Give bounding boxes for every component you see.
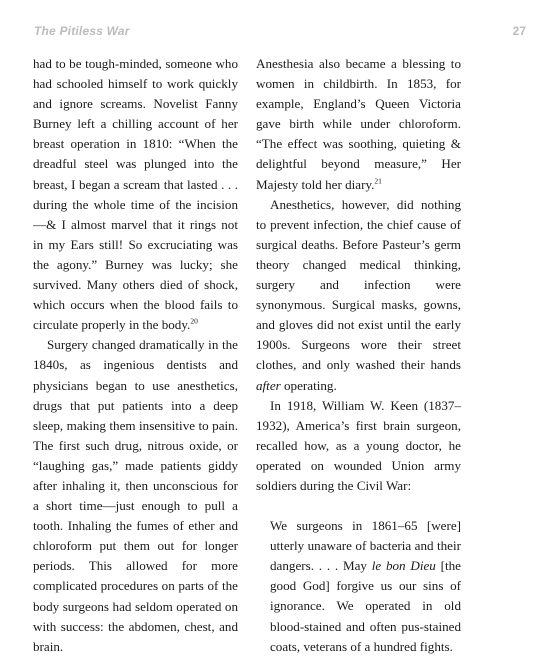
paragraph	[256, 54, 461, 195]
quote-text: We surgeons in 1861–65 [were] utterly unaware of bacteria and their dangers. . . . May	[270, 518, 461, 574]
paragraph	[33, 335, 238, 657]
paragraph	[33, 54, 238, 335]
paragraph-text: Anesthetics, however, did nothing to prevent infection, the chief cause of surgical deaths. Before Pasteur’s germ theory changed medical thinking, surgery and infection were synonymous. Surgical masks, gowns, and gloves did not exist until the early 1900s. Surgeons wore their street clothes, and only washed their hands	[256, 196, 461, 373]
page-header	[34, 24, 526, 40]
left-column	[33, 54, 238, 657]
paragraph-text: Surgery changed dramatically in the 1840s, as ingenious dentists and physicians began to use anesthetics, drugs that put patients into a deep sleep, making them insensitive to pain. The first such drug, nitrous oxide, or “laughing gas,” made patients giddy after inhaling it, then unconscious for a short time—just enough to pull a tooth. Inhaling the fumes of ether and chloroform put them out for longer periods. This allowed for more complicated procedures on parts of the body surgeons had seldom operated on with success: the abdomen, chest, and brain.	[33, 337, 238, 654]
emphasis-text: le bon Dieu	[371, 558, 436, 574]
paragraph	[256, 396, 461, 496]
footnote-marker: 20	[190, 316, 198, 326]
page-number: 27	[512, 24, 526, 38]
paragraph-text: In 1918, William W. Keen (1837–1932), America’s first brain surgeon, recalled how, as a young doctor, he operated on wounded Union army soldiers during the Civil War:	[256, 397, 461, 493]
right-column	[256, 54, 461, 657]
emphasis-text: after	[256, 377, 281, 393]
quote-text: [the good God] forgive us our sins of ignorance. We operated in old blood-stained and often pus-stained coats, veterans of a hundred fights.	[270, 558, 461, 654]
running-head: The Pitiless War	[34, 24, 130, 38]
paragraph-text: operating.	[280, 377, 337, 393]
paragraph-text: had to be tough-minded, someone who had schooled himself to work quickly and ignore screams. Novelist Fanny Burney left a chilling account of her breast operation in 1810: “When the dreadful steel was plunged into the breast, I began a scream that lasted . . . during the whole time of the incision—& I almost marvel that it rings not in my Ears still! So excruciating was the agony.” Burney was lucky; she survived. Many others died of shock, which occurs when the blood fails to circulate properly in the body.	[33, 56, 238, 333]
paragraph	[256, 195, 461, 396]
paragraph-text: Anesthesia also became a blessing to women in childbirth. In 1853, for example, England’s Queen Victoria gave birth while under chloroform. “The effect was soothing, quieting & delightful beyond measure,” Her Majesty told her diary.	[256, 56, 461, 192]
block-quote	[270, 516, 461, 657]
footnote-marker: 21	[374, 176, 382, 186]
